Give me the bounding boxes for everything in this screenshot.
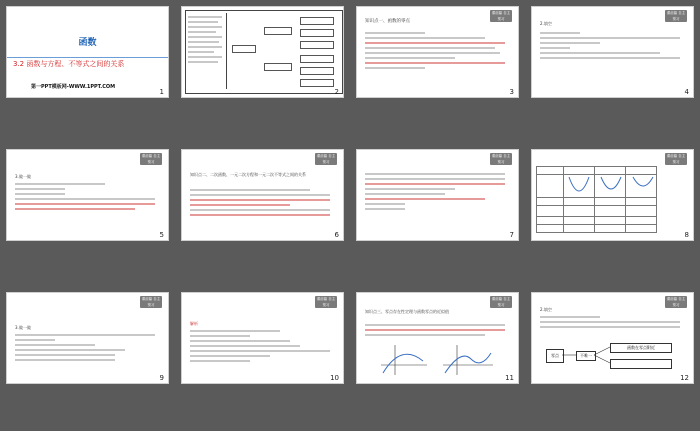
section-tag: 课前篇 自主预习 (316, 297, 336, 307)
mindmap-leaf (300, 79, 334, 87)
slide-thumbnail-2[interactable] (181, 6, 344, 98)
section-tag: 课前篇 自主预习 (666, 297, 686, 307)
slide-heading: 知识点二、二次函数、一元二次方程和一元二次不等式之间的关系 (190, 172, 306, 177)
mindmap-leaf (300, 17, 334, 25)
slide-number: 6 (334, 231, 339, 239)
slide-body (540, 29, 686, 62)
title-divider (7, 57, 168, 58)
mindmap-root (232, 45, 256, 53)
slide-title: 函数 (78, 38, 97, 48)
mindmap-left-column (188, 13, 227, 89)
slide-heading: 知识点一、函数的零点 (365, 19, 410, 24)
function-graphs (377, 343, 497, 377)
mindmap-node (264, 63, 292, 71)
slide-thumbnail-10[interactable] (181, 292, 344, 384)
slide-body (365, 29, 511, 72)
section-tag: 课前篇 自主预习 (666, 11, 686, 21)
slide-heading: 解析 (190, 321, 198, 326)
slide-thumbnail-9[interactable] (6, 292, 169, 384)
slide-thumbnail-8[interactable] (531, 149, 694, 241)
slide-subtitle: 3.2 函数与方程、不等式之间的关系 (13, 60, 125, 68)
slide-footer: 第一PPT模板网-WWW.1PPT.COM (31, 84, 116, 90)
slide-thumbnail-12[interactable] (531, 292, 694, 384)
slide-thumbnail-3[interactable] (356, 6, 519, 98)
slide-body (365, 321, 511, 339)
mindmap-node (264, 27, 292, 35)
section-tag: 课前篇 自主预习 (491, 154, 511, 164)
slide-thumbnail-1[interactable] (6, 6, 169, 98)
slide-number: 5 (159, 231, 164, 239)
section-tag: 课前篇 自主预习 (141, 154, 161, 164)
slide-number: 11 (505, 374, 514, 382)
slide-thumbnail-7[interactable] (356, 149, 519, 241)
parabola-graphs (565, 175, 661, 197)
slide-number: 10 (330, 374, 339, 382)
slide-body (365, 170, 511, 213)
slide-body (15, 180, 161, 213)
slide-number: 8 (684, 231, 689, 239)
slide-body (15, 331, 161, 364)
slide-heading: 2.填空 (540, 21, 552, 26)
slide-body (540, 313, 686, 331)
slide-number: 2 (334, 88, 339, 96)
section-tag: 课前篇 自主预习 (316, 154, 336, 164)
slide-heading: 知识点三、零点存在性定理与函数零点的近似值 (365, 309, 449, 314)
flow-box-empty (610, 359, 672, 369)
flow-box-near-zero: 函数在零点附近 (610, 343, 672, 353)
slide-number: 7 (509, 231, 514, 239)
mindmap-leaf (300, 41, 334, 49)
mindmap-leaf (300, 67, 334, 75)
section-tag: 课前篇 自主预习 (491, 297, 511, 307)
flow-box-not-unique: 不唯一 (576, 351, 596, 361)
slide-body (190, 327, 336, 365)
mindmap-leaf (300, 55, 334, 63)
slide-heading: 2.填空 (540, 307, 552, 312)
slide-number: 1 (159, 88, 164, 96)
section-tag: 课前篇 自主预习 (666, 154, 686, 164)
slide-thumbnail-6[interactable] (181, 149, 344, 241)
section-tag: 课前篇 自主预习 (141, 297, 161, 307)
flow-connectors (562, 343, 612, 369)
slide-thumbnail-11[interactable] (356, 292, 519, 384)
section-tag: 课前篇 自主预习 (491, 11, 511, 21)
slide-number: 12 (680, 374, 689, 382)
slide-thumbnail-4[interactable] (531, 6, 694, 98)
flow-box-zero: 零点 (546, 349, 564, 363)
slide-number: 4 (684, 88, 689, 96)
slide-thumbnail-5[interactable] (6, 149, 169, 241)
slide-body (190, 186, 336, 219)
slide-heading: 3.做一做 (15, 325, 31, 330)
slide-heading: 3.做一做 (15, 174, 31, 179)
mindmap-leaf (300, 29, 334, 37)
slide-number: 9 (159, 374, 164, 382)
slide-number: 3 (509, 88, 514, 96)
